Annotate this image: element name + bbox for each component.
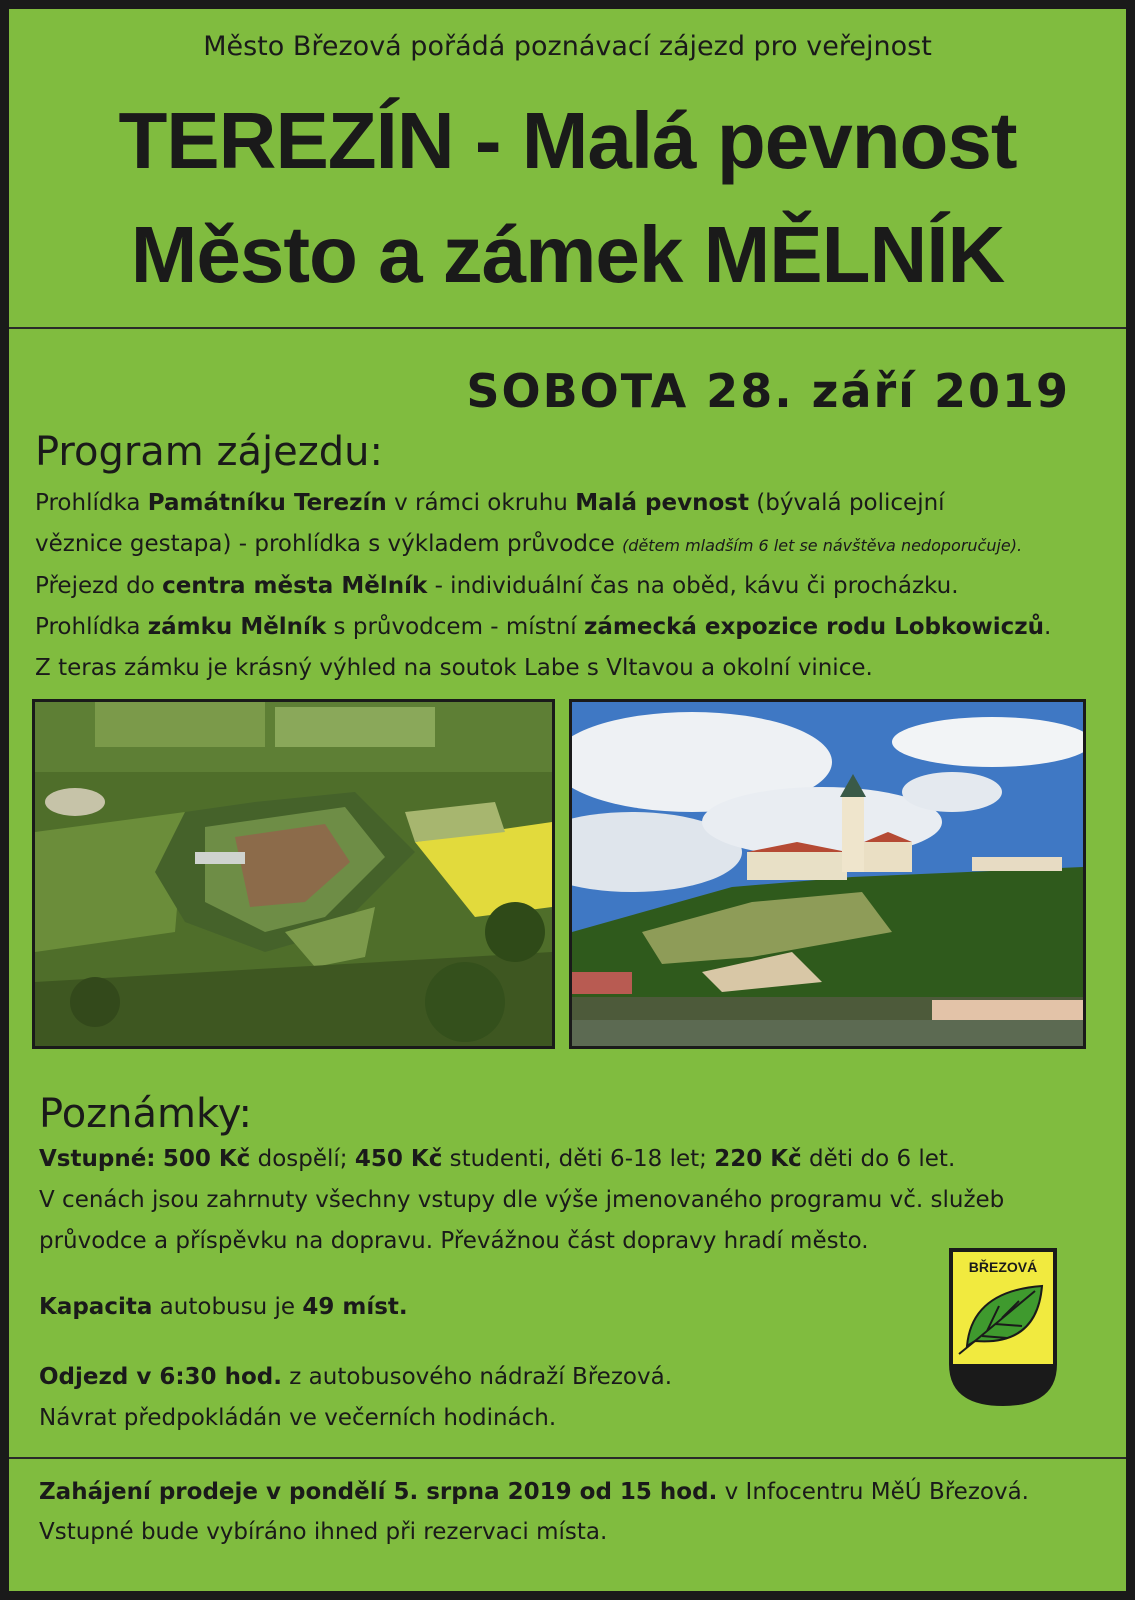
- event-date: SOBOTA 28. září 2019: [466, 364, 1070, 418]
- departure-line: Odjezd v 6:30 hod. z autobusového nádraží Březová.: [39, 1364, 672, 1390]
- program-line-3: Přejezd do centra města Mělník - individuální čas na oběd, kávu či procházku.: [35, 573, 959, 599]
- capacity-line: Kapacita autobusu je 49 míst.: [39, 1294, 408, 1320]
- program-line-4: Prohlídka zámku Mělník s průvodcem - místní zámecká expozice rodu Lobkowiczů.: [35, 614, 1052, 640]
- prices-line: Vstupné: 500 Kč dospělí; 450 Kč studenti, děti 6-18 let; 220 Kč děti do 6 let.: [39, 1146, 956, 1172]
- terezin-aerial-photo: [32, 699, 555, 1049]
- brezova-emblem: [947, 1246, 1059, 1408]
- title-melnik: Město a zámek MĚLNÍK: [130, 210, 1005, 299]
- return-line: Návrat předpokládán ve večerních hodinách.: [39, 1405, 557, 1431]
- program-line-2: věznice gestapa) - prohlídka s výkladem průvodce (dětem mladším 6 let se návštěva nedoporučuje).: [35, 531, 1023, 557]
- poster: [6, 6, 1129, 1594]
- notes-line-2: V cenách jsou zahrnuty všechny vstupy dle výše jmenovaného programu vč. služeb: [39, 1187, 1005, 1213]
- melnik-castle-photo: [569, 699, 1086, 1049]
- program-text: [35, 483, 1115, 689]
- notes-heading: Poznámky:: [39, 1091, 252, 1137]
- notes-text: [39, 1139, 1039, 1262]
- title-terezin: TEREZÍN - Malá pevnost: [118, 96, 1017, 185]
- divider: [9, 327, 1126, 329]
- emblem-label: BŘEZOVÁ: [968, 1259, 1038, 1275]
- program-line-5: Z teras zámku je krásný výhled na soutok Labe s Vltavou a okolní vinice.: [35, 655, 873, 681]
- reservation-line: Vstupné bude vybíráno ihned při rezervaci místa.: [39, 1519, 608, 1545]
- notes-line-3: průvodce a příspěvku na dopravu. Převážnou část dopravy hradí město.: [39, 1228, 869, 1254]
- organizer-line: Město Březová pořádá poznávací zájezd pro veřejnost: [203, 31, 932, 62]
- sale-line: Zahájení prodeje v pondělí 5. srpna 2019 od 15 hod. v Infocentru MěÚ Březová.: [39, 1479, 1029, 1505]
- footer-divider: [9, 1457, 1126, 1459]
- program-line-1: Prohlídka Památníku Terezín v rámci okruhu Malá pevnost (bývalá policejní: [35, 490, 945, 516]
- program-heading: Program zájezdu:: [35, 429, 383, 475]
